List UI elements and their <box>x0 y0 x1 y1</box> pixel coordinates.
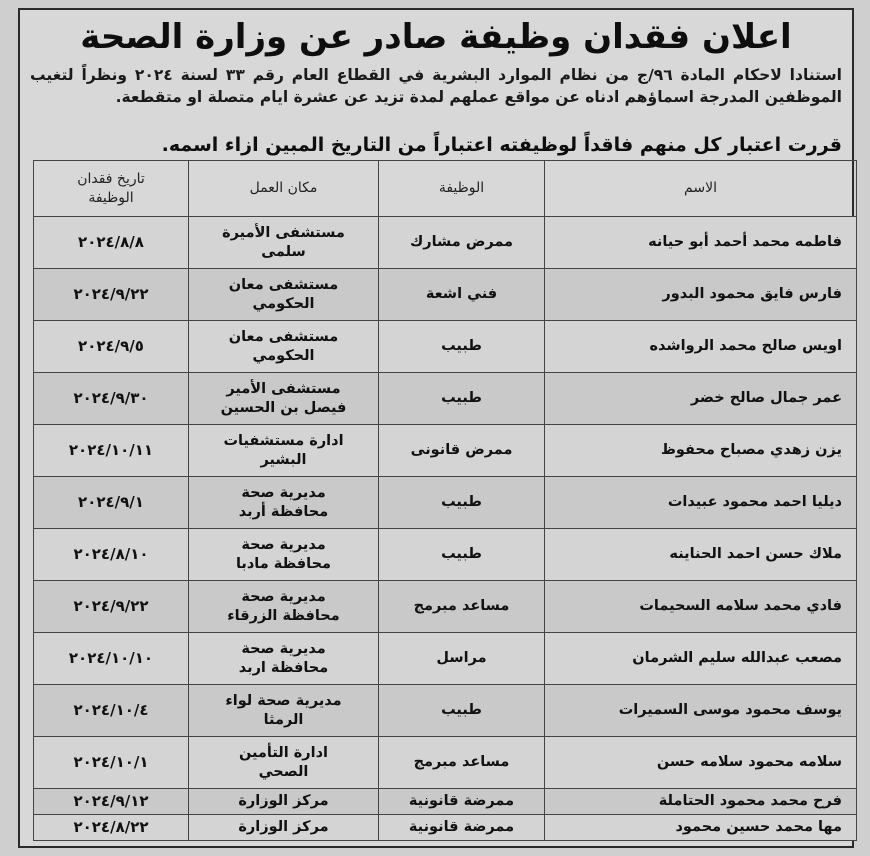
employee-job: ممرضة قانونية <box>379 815 545 841</box>
employee-job: ممرض قانونى <box>379 425 545 477</box>
employee-workplace <box>189 581 379 633</box>
loss-date: ٢٠٢٤/١٠/٤ <box>34 685 189 737</box>
workplace-line1: مستشفى معان <box>228 276 339 293</box>
table-row <box>34 685 857 737</box>
header-place: مكان العمل <box>189 161 379 217</box>
table-row <box>34 581 857 633</box>
loss-date: ٢٠٢٤/١٠/١١ <box>34 425 189 477</box>
header-date-line1: تاريخ فقدان <box>77 170 145 187</box>
employee-workplace <box>189 815 379 841</box>
employee-workplace <box>189 633 379 685</box>
employee-name: فارس فايق محمود البدور <box>545 269 857 321</box>
workplace-line1: مركز الوزارة <box>238 793 329 809</box>
loss-date: ٢٠٢٤/٨/٢٢ <box>34 815 189 841</box>
loss-date: ٢٠٢٤/٩/٢٢ <box>34 581 189 633</box>
table-row <box>34 789 857 815</box>
workplace-line2: سلمى <box>261 243 306 260</box>
employee-name: ملاك حسن احمد الحناينه <box>545 529 857 581</box>
employee-name: اويس صالح محمد الرواشده <box>545 321 857 373</box>
header-date <box>34 161 189 217</box>
employee-job: طبيب <box>379 529 545 581</box>
employee-name: مها محمد حسين محمود <box>545 815 857 841</box>
employee-job: طبيب <box>379 373 545 425</box>
employee-workplace <box>189 789 379 815</box>
employee-job: طبيب <box>379 685 545 737</box>
workplace-line2: محافظة مادبا <box>235 555 332 572</box>
workplace-line1: مستشفى الأميرة <box>222 224 345 241</box>
employee-name: سلامه محمود سلامه حسن <box>545 737 857 789</box>
table-row <box>34 269 857 321</box>
employee-job: فني اشعة <box>379 269 545 321</box>
loss-date: ٢٠٢٤/٩/١ <box>34 477 189 529</box>
workplace-line2: الصحي <box>258 763 309 780</box>
employee-job: طبيب <box>379 321 545 373</box>
employees-table <box>33 160 857 841</box>
employee-name: فرح محمد محمود الحتاملة <box>545 789 857 815</box>
workplace-line1: مديرية صحة <box>241 484 326 501</box>
announcement-page <box>18 8 854 848</box>
workplace-line2: محافظة أربد <box>238 503 329 520</box>
decision-line: قررت اعتبار كل منهم فاقداً لوظيفته اعتباراً من التاريخ المبين ازاء اسمه. <box>161 134 842 156</box>
header-name: الاسم <box>545 161 857 217</box>
workplace-line2: الرمثا <box>263 711 304 728</box>
table-row <box>34 815 857 841</box>
header-date-line2: الوظيفة <box>88 189 134 206</box>
employee-job: مساعد مبرمج <box>379 737 545 789</box>
loss-date: ٢٠٢٤/٩/١٢ <box>34 789 189 815</box>
loss-date: ٢٠٢٤/٩/٣٠ <box>34 373 189 425</box>
table-row <box>34 633 857 685</box>
employee-name: فاطمه محمد أحمد أبو حيانه <box>545 217 857 269</box>
loss-date: ٢٠٢٤/٨/١٠ <box>34 529 189 581</box>
workplace-line2: البشير <box>260 451 307 468</box>
workplace-line2: الحكومي <box>252 347 315 364</box>
workplace-line1: مركز الوزارة <box>238 819 329 835</box>
loss-date: ٢٠٢٤/١٠/١٠ <box>34 633 189 685</box>
workplace-line1: ادارة التأمين <box>238 744 329 761</box>
intro-paragraph: استنادا لاحكام المادة ٩٦/ج من نظام الموارد البشرية في القطاع العام رقم ٣٣ لسنة ٢٠٢٤ ونظراً لتغيب الموظفين المدرجة اسماؤهم ادناه عن مواقع عملهم لمدة تزيد عن عشرة ايام متصلة او متقطعة. <box>30 66 842 106</box>
employee-job: مراسل <box>379 633 545 685</box>
workplace-line2: محافظة الزرقاء <box>227 607 340 624</box>
employee-name: عمر جمال صالح خضر <box>545 373 857 425</box>
loss-date: ٢٠٢٤/١٠/١ <box>34 737 189 789</box>
employee-job: طبيب <box>379 477 545 529</box>
table-row <box>34 425 857 477</box>
loss-date: ٢٠٢٤/٨/٨ <box>34 217 189 269</box>
workplace-line1: مديرية صحة <box>241 536 326 553</box>
workplace-line1: مديرية صحة <box>241 588 326 605</box>
employee-workplace <box>189 269 379 321</box>
table-row <box>34 373 857 425</box>
employee-name: فادي محمد سلامه السحيمات <box>545 581 857 633</box>
table-row <box>34 477 857 529</box>
workplace-line1: مديرية صحة لواء <box>225 692 342 709</box>
workplace-line2: محافظة اربد <box>238 659 329 676</box>
employee-workplace <box>189 477 379 529</box>
employee-workplace <box>189 425 379 477</box>
announcement-title: اعلان فقدان وظيفة صادر عن وزارة الصحة <box>80 17 792 57</box>
loss-date: ٢٠٢٤/٩/٢٢ <box>34 269 189 321</box>
table-header-row <box>34 161 857 217</box>
loss-date: ٢٠٢٤/٩/٥ <box>34 321 189 373</box>
table-row <box>34 321 857 373</box>
employee-workplace <box>189 529 379 581</box>
table-row <box>34 737 857 789</box>
header-job: الوظيفة <box>379 161 545 217</box>
employee-workplace <box>189 737 379 789</box>
workplace-line1: ادارة مستشفيات <box>223 432 344 449</box>
employee-name: ديليا احمد محمود عبيدات <box>545 477 857 529</box>
workplace-line1: مستشفى معان <box>228 328 339 345</box>
employee-job: ممرضة قانونية <box>379 789 545 815</box>
workplace-line2: فيصل بن الحسين <box>220 399 347 416</box>
employee-job: مساعد مبرمج <box>379 581 545 633</box>
table-row <box>34 217 857 269</box>
employee-name: مصعب عبدالله سليم الشرمان <box>545 633 857 685</box>
employee-name: يوسف محمود موسى السميرات <box>545 685 857 737</box>
workplace-line1: مستشفى الأمير <box>226 380 341 397</box>
workplace-line2: الحكومي <box>252 295 315 312</box>
employee-name: يزن زهدي مصباح محفوظ <box>545 425 857 477</box>
employee-job: ممرض مشارك <box>379 217 545 269</box>
employee-workplace <box>189 685 379 737</box>
employee-workplace <box>189 217 379 269</box>
employee-workplace <box>189 321 379 373</box>
workplace-line1: مديرية صحة <box>241 640 326 657</box>
table-row <box>34 529 857 581</box>
employee-workplace <box>189 373 379 425</box>
